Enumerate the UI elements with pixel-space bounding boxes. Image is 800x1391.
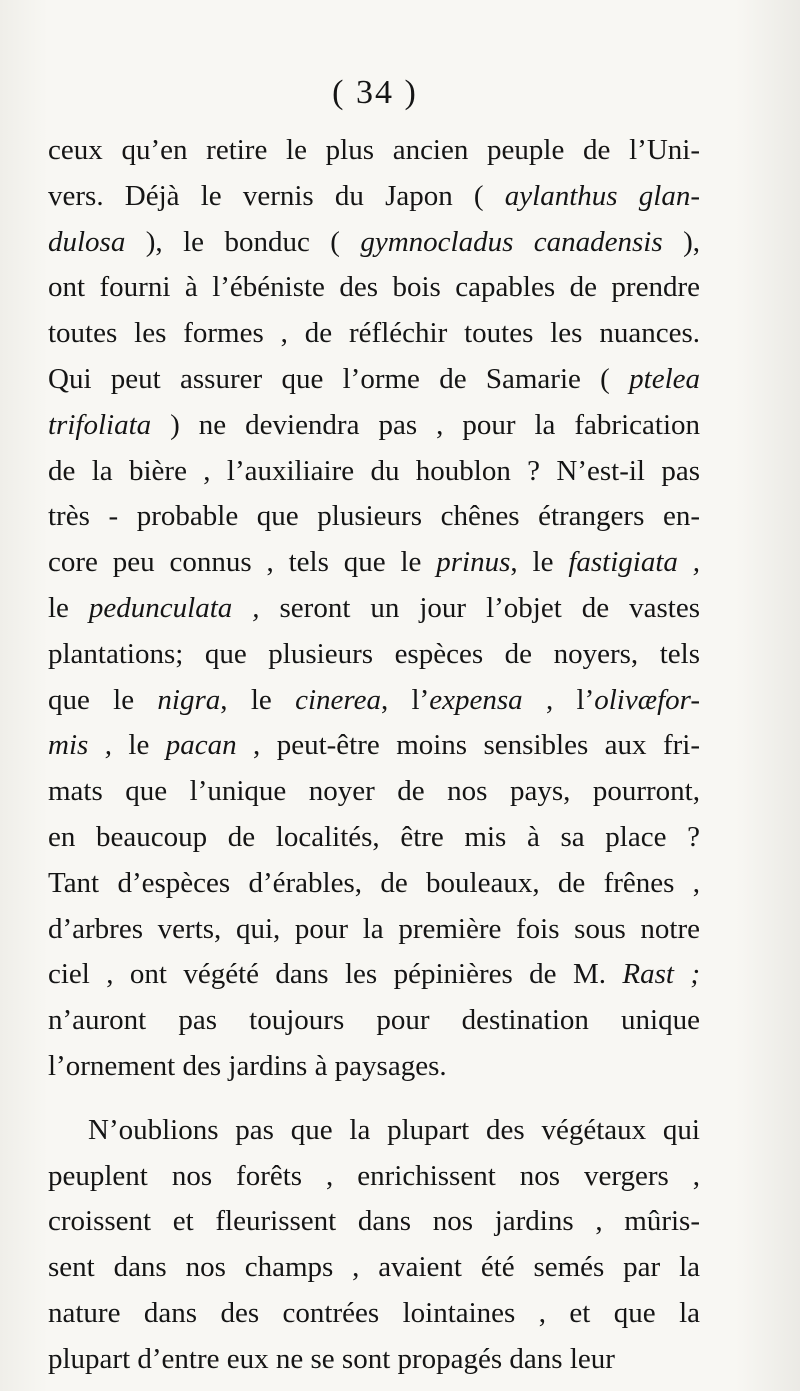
text-line: [48, 265, 700, 311]
italic-term: pedunculata ,: [88, 591, 260, 624]
text-run: toutes les formes , de réfléchir toutes les nuances.: [48, 317, 700, 350]
text-line: [48, 449, 700, 495]
text-run: que le: [48, 683, 158, 716]
text-run: mats que l’unique noyer de nos pays, pourront,: [48, 775, 700, 808]
text-run: en beaucoup de localités, être mis à sa place ?: [48, 820, 700, 853]
paragraph: [48, 128, 700, 1090]
text-run: peuplent nos forêts , enrichissent nos vergers ,: [48, 1159, 700, 1192]
text-line: [48, 174, 700, 220]
text-line: [48, 1337, 700, 1383]
text-line: [48, 1245, 700, 1291]
text-line: [48, 678, 700, 724]
italic-term: Rast ;: [622, 958, 700, 991]
text-run: , l’: [380, 683, 430, 716]
italic-term: trifoliata: [48, 408, 152, 441]
paragraph: [48, 1108, 700, 1383]
text-run: ciel , ont végété dans les pépinières de M.: [48, 958, 623, 991]
text-run: ceux qu’en retire le plus ancien peuple de l’Uni-: [48, 134, 700, 166]
text-run: ), le bonduc (: [125, 225, 361, 258]
paragraph-gap: [48, 1090, 700, 1108]
text-line: [48, 220, 700, 266]
text-run: seront un jour l’objet de vastes: [259, 591, 701, 624]
text-line: [48, 907, 700, 953]
text-run: Tant d’espèces d’érables, de bouleaux, de frênes ,: [48, 866, 700, 899]
text-run: N’oublions pas que la plupart des végétaux qui: [88, 1113, 700, 1146]
text-run: ont fourni à l’ébéniste des bois capables de prendre: [48, 271, 700, 304]
text-line: [48, 998, 700, 1044]
text-line: [48, 403, 700, 449]
italic-term: fastigiata ,: [568, 546, 700, 579]
text-run: d’arbres verts, qui, pour la première fois sous notre: [48, 912, 700, 945]
italic-term: pacan: [165, 729, 237, 762]
text-run: n’auront pas toujours pour destination unique: [48, 1004, 700, 1037]
text-line: [48, 952, 700, 998]
italic-term: mis ,: [48, 729, 112, 762]
text-run: l’ornement des jardins à paysages.: [48, 1049, 447, 1082]
text-run: sent dans nos champs , avaient été semés par la: [48, 1251, 700, 1284]
text-run: ) ne deviendra pas , pour la fabrication: [151, 408, 700, 441]
italic-term: prinus: [436, 546, 511, 579]
text-run: , l’: [522, 683, 595, 716]
text-run: core peu connus , tels que le: [48, 546, 437, 579]
text-line: [48, 1108, 700, 1154]
italic-term: expensa: [429, 683, 523, 716]
page-number: ( 34 ): [332, 74, 418, 111]
text-line: [48, 1044, 700, 1090]
text-run: vers. Déjà le vernis du Japon (: [48, 179, 505, 212]
text-run: le: [48, 591, 89, 624]
text-run: plantations; que plusieurs espèces de noyers, tels: [48, 637, 700, 670]
text-line: [48, 586, 700, 632]
text-run: , le: [220, 683, 296, 716]
text-run: , le: [510, 546, 569, 579]
text-line: [48, 632, 700, 678]
italic-term: olivæfor-: [594, 683, 700, 716]
text-run: le: [111, 729, 166, 762]
text-run: croissent et fleurissent dans nos jardins , mûris-: [48, 1205, 700, 1238]
italic-term: nigra: [157, 683, 221, 716]
text-line: [48, 861, 700, 907]
italic-term: dulosa: [48, 225, 126, 258]
text-line: [48, 1291, 700, 1337]
text-line: [48, 494, 700, 540]
text-line: [48, 769, 700, 815]
italic-term: ptelea: [629, 362, 700, 395]
text-run: Qui peut assurer que l’orme de Samarie (: [48, 362, 630, 395]
text-line: [48, 540, 700, 586]
text-run: très - probable que plusieurs chênes étrangers en-: [48, 500, 700, 533]
text-run: de la bière , l’auxiliaire du houblon ? N’est-il pas: [48, 454, 700, 487]
text-line: [48, 723, 700, 769]
text-line: [48, 311, 700, 357]
text-line: [48, 357, 700, 403]
italic-term: aylanthus glan-: [504, 179, 700, 212]
text-line: [48, 128, 700, 174]
text-line: [48, 1199, 700, 1245]
text-run: plupart d’entre eux ne se sont propagés dans leur: [48, 1342, 615, 1375]
italic-term: cinerea: [295, 683, 381, 716]
text-line: [48, 815, 700, 861]
text-run: ),: [662, 225, 700, 258]
text-line: [48, 1154, 700, 1200]
italic-term: gymnocladus canadensis: [360, 225, 663, 258]
text-run: , peut-être moins sensibles aux fri-: [236, 729, 700, 762]
body-text: [48, 128, 700, 1383]
text-run: nature dans des contrées lointaines , et que la: [48, 1296, 700, 1329]
